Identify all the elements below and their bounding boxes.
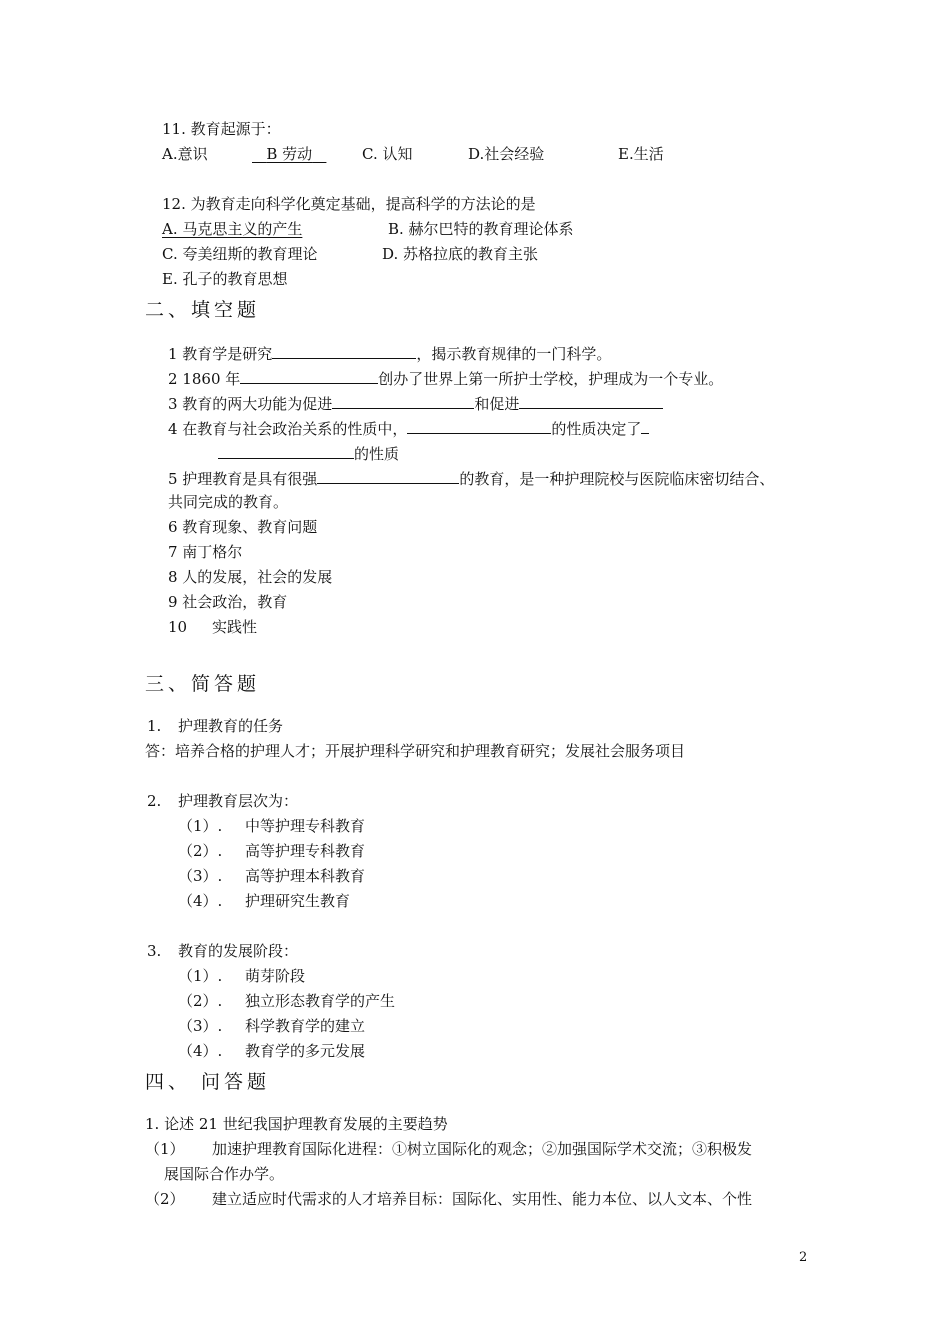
list-item-num: （3）. — [178, 1017, 223, 1035]
essay-point-1-number: （1） — [145, 1140, 185, 1158]
q11-option-e: E.生活 — [618, 145, 664, 163]
list-item: 教育学的多元发展 — [245, 1042, 366, 1060]
section4-title: 四、 问答题 — [145, 1071, 271, 1093]
list-item: 科学教育学的建立 — [245, 1017, 366, 1035]
q12-stem: 12. 为教育走向科学化奠定基础，提高科学的方法论的是 — [162, 195, 536, 213]
q12-option-e: E. 孔子的教育思想 — [162, 270, 288, 288]
list-item-num: （4）. — [178, 892, 223, 910]
q11-option-c: C. 认知 — [362, 145, 413, 163]
list-item-num: （2）. — [178, 842, 223, 860]
answer-7: 7 南丁格尔 — [168, 543, 243, 561]
fill-4-blank-2-start[interactable] — [641, 417, 649, 434]
section2-title: 二、填空题 — [145, 299, 261, 321]
fill-1-blank[interactable] — [272, 342, 416, 359]
short-q3-text: 教育的发展阶段： — [178, 942, 299, 960]
short-q2-number: 2. — [147, 792, 162, 810]
fill-5-continued: 共同完成的教育。 — [168, 493, 289, 511]
essay-point-1-text: 加速护理教育国际化进程：①树立国际化的观念；②加强国际学术交流；③积极发 — [212, 1140, 753, 1158]
answer-9: 9 社会政治，教育 — [168, 593, 288, 611]
fill-2: 2 1860 年 创办了世界上第一所护士学校，护理成为一个专业。 — [168, 367, 723, 387]
answer-8: 8 人的发展，社会的发展 — [168, 568, 333, 586]
list-item: 独立形态教育学的产生 — [245, 992, 396, 1010]
fill-3-blank-1[interactable] — [332, 392, 474, 409]
list-item-num: （4）. — [178, 1042, 223, 1060]
essay-q1: 1. 论述 21 世纪我国护理教育发展的主要趋势 — [145, 1115, 448, 1133]
fill-2-blank[interactable] — [240, 367, 378, 384]
fill-3: 3 教育的两大功能为促进 和促进 — [168, 392, 663, 412]
essay-point-1-continued: 展国际合作办学。 — [164, 1165, 285, 1183]
fill-4-continued: 的性质 — [218, 442, 399, 462]
list-item: 中等护理专科教育 — [245, 817, 366, 835]
fill-4-blank-2[interactable] — [218, 442, 354, 459]
short-q3-number: 3. — [147, 942, 162, 960]
section3-title: 三、简答题 — [145, 673, 261, 695]
q11-option-d: D.社会经验 — [468, 145, 545, 163]
q12-option-c: C. 夸美纽斯的教育理论 — [162, 245, 318, 263]
list-item: 萌芽阶段 — [245, 967, 306, 985]
q11-option-b: B 劳动 — [266, 145, 313, 163]
fill-3-blank-2[interactable] — [519, 392, 663, 409]
list-item: 护理研究生教育 — [245, 892, 351, 910]
fill-5: 5 护理教育是具有很强 的教育，是一种护理院校与医院临床密切结合、 — [168, 467, 774, 487]
q12-option-d: D. 苏格拉底的教育主张 — [382, 245, 539, 263]
answer-6: 6 教育现象、教育问题 — [168, 518, 318, 536]
list-item: 高等护理专科教育 — [245, 842, 366, 860]
answer-10-number: 10 — [168, 618, 188, 636]
q12-option-a: A. 马克思主义的产生 — [162, 220, 303, 238]
essay-point-2-number: （2） — [145, 1190, 185, 1208]
short-q1-text: 护理教育的任务 — [178, 717, 284, 735]
list-item: 高等护理本科教育 — [245, 867, 366, 885]
list-item-num: （3）. — [178, 867, 223, 885]
fill-4-blank-1[interactable] — [407, 417, 551, 434]
essay-point-2-text: 建立适应时代需求的人才培养目标：国际化、实用性、能力本位、以人文本、个性 — [212, 1190, 753, 1208]
q11-stem: 11. 教育起源于： — [162, 120, 281, 138]
list-item-num: （2）. — [178, 992, 223, 1010]
list-item-num: （1）. — [178, 817, 223, 835]
list-item-num: （1）. — [178, 967, 223, 985]
short-q1-answer: 答：培养合格的护理人才；开展护理科学研究和护理教育研究；发展社会服务项目 — [145, 742, 686, 760]
answer-10-text: 实践性 — [212, 618, 258, 636]
fill-4: 4 在教育与社会政治关系的性质中， 的性质决定了 — [168, 417, 649, 437]
q11-option-a: A.意识 — [162, 145, 208, 163]
q12-option-b: B. 赫尔巴特的教育理论体系 — [388, 220, 574, 238]
short-q1-number: 1. — [147, 717, 162, 735]
fill-1: 1 教育学是研究 ，揭示教育规律的一门科学。 — [168, 342, 611, 362]
page-number: 2 — [799, 1250, 808, 1265]
short-q2-text: 护理教育层次为： — [178, 792, 299, 810]
fill-5-blank[interactable] — [317, 467, 459, 484]
